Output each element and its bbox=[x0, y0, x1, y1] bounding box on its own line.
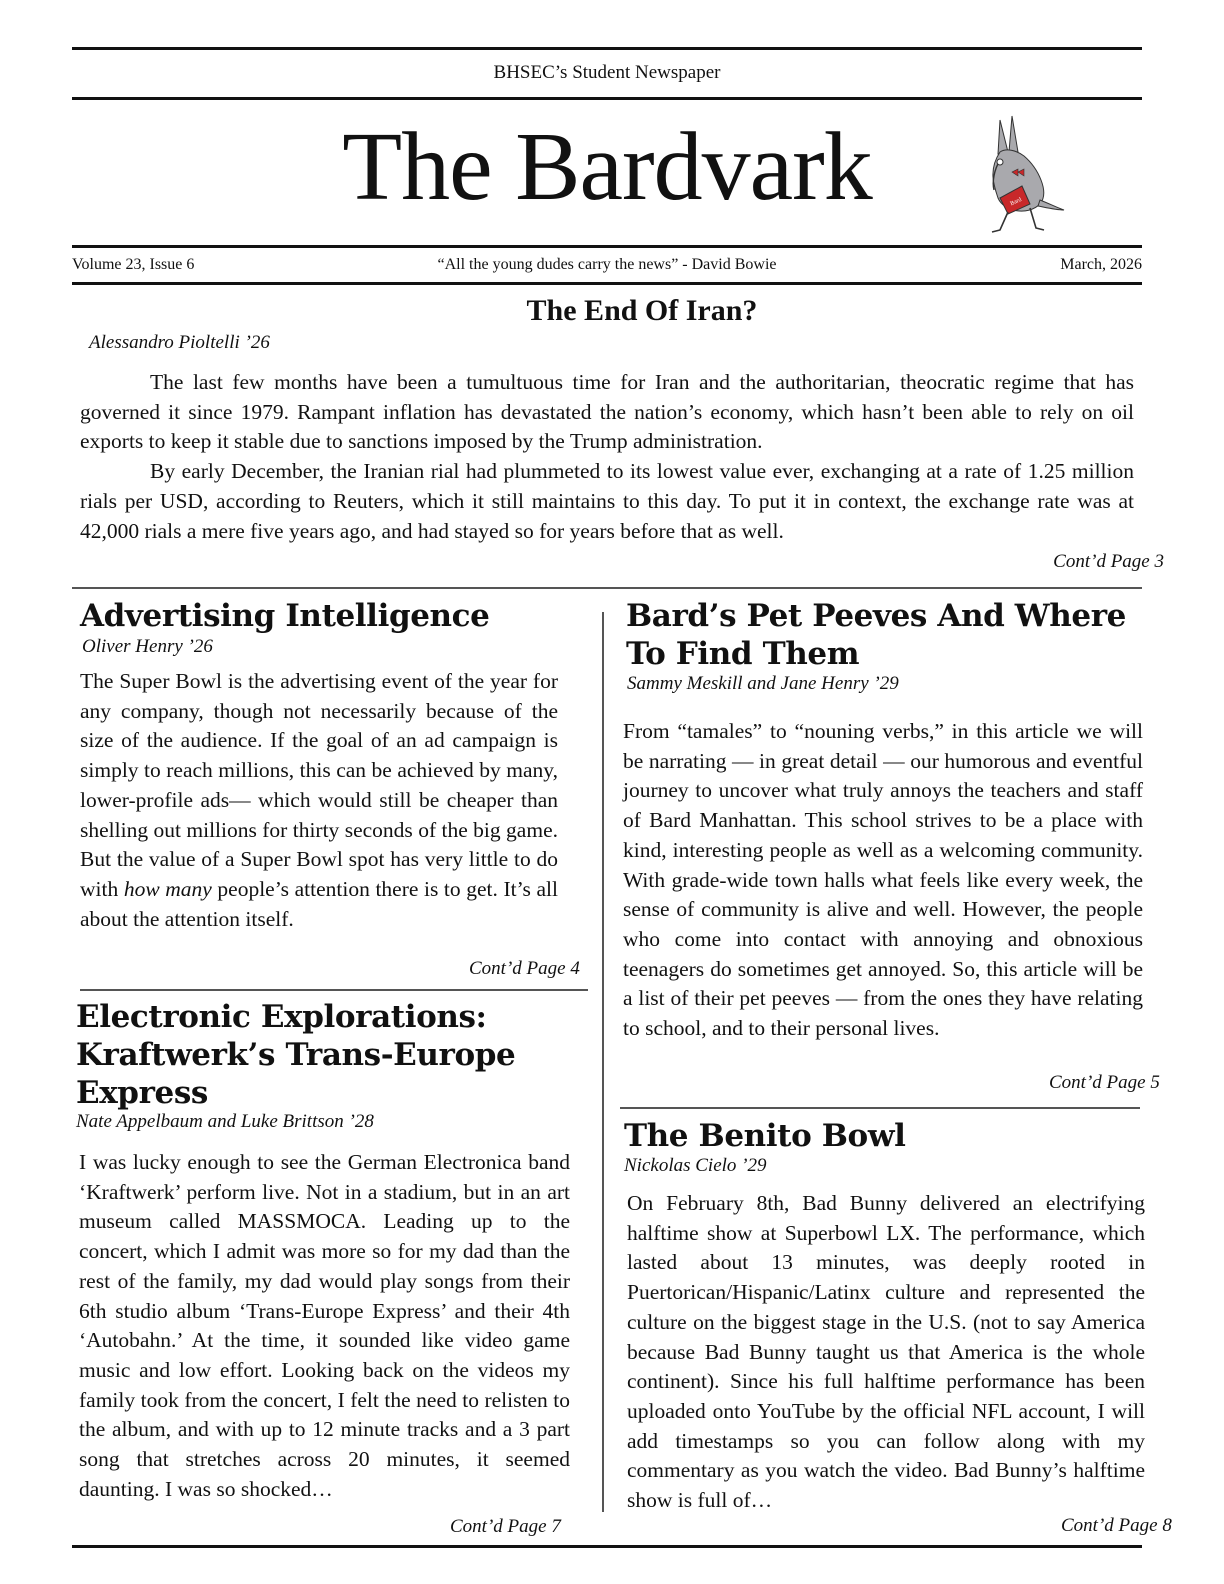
kraftwerk-continued-link[interactable]: Cont’d Page 7 bbox=[450, 1516, 561, 1537]
lead-article-body bbox=[80, 368, 1134, 546]
advertising-byline: Oliver Henry ’26 bbox=[82, 636, 213, 657]
advertising-continued-link[interactable]: Cont’d Page 4 bbox=[469, 958, 580, 979]
issue-date: March, 2026 bbox=[1060, 256, 1142, 273]
emphasis-how-many: how many bbox=[123, 876, 212, 901]
kraftwerk-body: I was lucky enough to see the German Electronica band ‘Kraftwerk’ perform live. Not in a stadium, but in an art museum called MASSMOCA. Leading up to the concert, which I admit was more so for my dad than the rest of the family, my dad would play songs from their 6th studio album ‘Trans-Europe Express’ and their 4th ‘Autobahn.’ At the time, it sounded like video game music and low effort. Looking back on the videos my family took from the concert, I felt the need to relisten to the album, and with up to 12 minute tracks and a 3 part song that stretches across 20 minutes, it seemed daunting. I was so shocked… bbox=[79, 1150, 570, 1501]
infoline-bottom-rule bbox=[72, 282, 1142, 285]
newspaper-kicker: BHSEC’s Student Newspaper bbox=[493, 62, 721, 83]
advertising-body: The Super Bowl is the advertising event of the year for any company, though not necessarily because of the size of the audience. If the goal of an ad campaign is simply to reach millions, this can be achieved by many, lower-profile ads— which would still be cheaper than shelling out millions for thirty seconds of the big game. But the value of a Super Bowl spot has very little to do with how many people’s attention there is to get. It’s all about the attention itself. bbox=[80, 669, 558, 931]
page-bottom-rule bbox=[72, 1545, 1142, 1548]
kicker-rule bbox=[72, 97, 1142, 100]
column-divider bbox=[602, 612, 604, 1512]
pet-peeves-article-title: Bard’s Pet Peeves And Where To Find Them bbox=[626, 598, 1126, 672]
kraftwerk-article-title: Electronic Explorations: Kraftwerk’s Trans-Europe Express bbox=[76, 999, 516, 1111]
advertising-article-title: Advertising Intelligence bbox=[80, 598, 490, 634]
masthead-top-rule bbox=[72, 47, 1142, 50]
lead-paragraph-1: The last few months have been a tumultuous time for Iran and the authoritarian, theocratic regime that has governed it since 1979. Rampant inflation has devastated the nation’s economy, which hasn’t been able to rely on oil exports to keep it stable due to sanctions imposed by the Trump administration. bbox=[80, 370, 1134, 454]
pet-peeves-bottom-rule bbox=[620, 1107, 1140, 1109]
aardvark-mascot-icon bbox=[978, 112, 1070, 238]
lead-paragraph-2: By early December, the Iranian rial had plummeted to its lowest value ever, exchanging at a rate of 1.25 million rials per USD, according to Reuters, which it still maintains to this day. To put it in context, the exchange rate was at 42,000 rials a mere five years ago, and had stayed so for years before that as well. bbox=[80, 459, 1134, 543]
infoline-top-rule bbox=[72, 245, 1142, 248]
newspaper-title: The Bardvark bbox=[342, 113, 872, 221]
lead-article-byline: Alessandro Pioltelli ’26 bbox=[89, 332, 270, 353]
volume-issue: Volume 23, Issue 6 bbox=[72, 256, 195, 273]
lead-bottom-rule bbox=[72, 587, 1142, 589]
benito-bowl-continued-link[interactable]: Cont’d Page 8 bbox=[1061, 1515, 1172, 1536]
pet-peeves-continued-link[interactable]: Cont’d Page 5 bbox=[1049, 1072, 1160, 1093]
motto: “All the young dudes carry the news” - David Bowie bbox=[437, 256, 777, 273]
advertising-bottom-rule bbox=[80, 989, 588, 991]
benito-bowl-body: On February 8th, Bad Bunny delivered an electrifying halftime show at Superbowl LX. The performance, which lasted about 13 minutes, was deeply rooted in Puertorican/Hispanic/Latinx culture and represented the culture on the biggest stage in the U.S. (not to say America because Bad Bunny taught us that America is the whole continent). Since his full halftime performance has been uploaded onto YouTube by the official NFL account, I will add timestamps so you can follow along with my commentary as you watch the video. Bad Bunny’s halftime show is full of… bbox=[627, 1191, 1145, 1513]
benito-bowl-article-title: The Benito Bowl bbox=[624, 1118, 906, 1154]
benito-bowl-byline: Nickolas Cielo ’29 bbox=[624, 1155, 767, 1176]
pet-peeves-body: From “tamales” to “nouning verbs,” in this article we will be narrating — in great detail — our humorous and eventful journey to uncover what truly annoys the teachers and staff of Bard Manhattan. This school strives to be a place with kind, interesting people as well as a welcoming community. With grade-wide town halls what feels like every week, the sense of community is alive and well. However, the people who come into contact with annoying and obnoxious teenagers do sometimes get annoyed. So, this article will be a list of their pet peeves — from the ones they have relating to school, and to their personal lives. bbox=[623, 719, 1143, 1041]
kraftwerk-byline: Nate Appelbaum and Luke Brittson ’28 bbox=[76, 1111, 374, 1132]
svg-text:Bard: Bard bbox=[1009, 196, 1023, 208]
lead-article-title: The End Of Iran? bbox=[526, 294, 758, 327]
lead-continued-link[interactable]: Cont’d Page 3 bbox=[1053, 551, 1164, 572]
pet-peeves-byline: Sammy Meskill and Jane Henry ’29 bbox=[627, 673, 899, 694]
